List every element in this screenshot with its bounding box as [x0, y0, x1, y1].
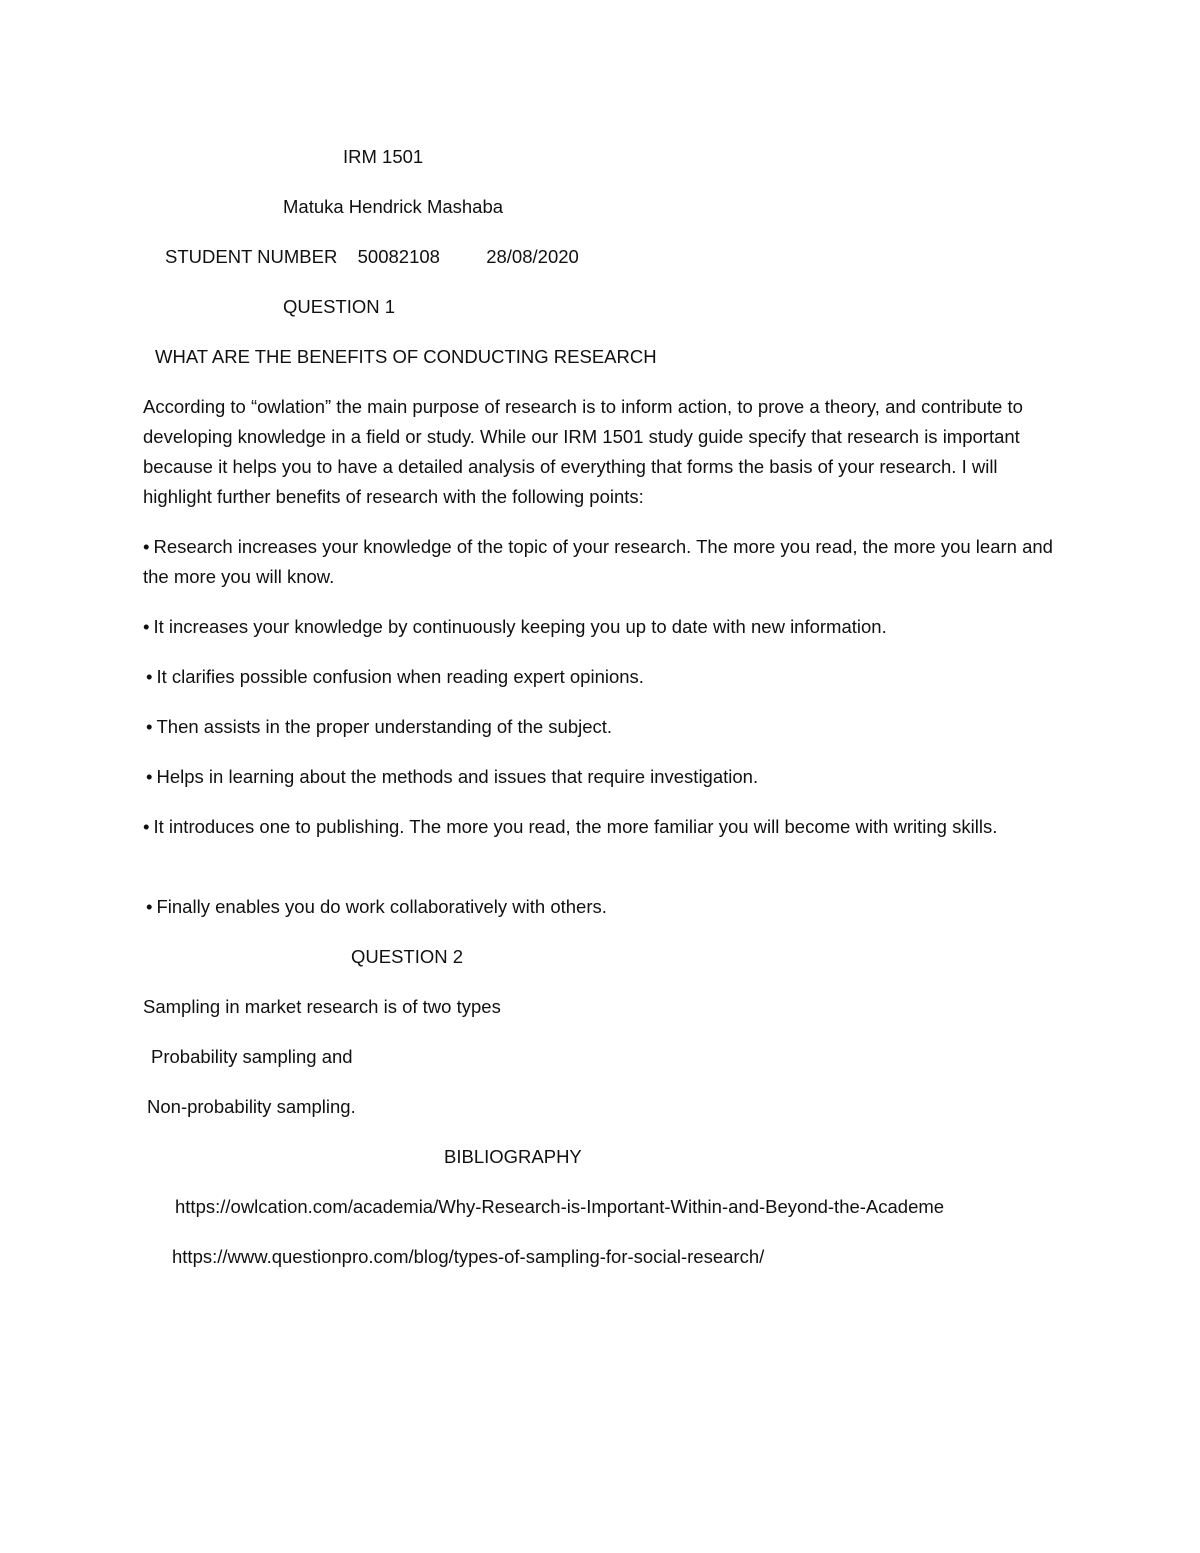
bullet-item — [143, 532, 1053, 592]
sampling-type: Probability sampling and — [151, 1046, 353, 1067]
bullet-item — [146, 712, 1056, 742]
question1-heading: QUESTION 1 — [283, 296, 396, 317]
bibliography-link[interactable]: https://owlcation.com/academia/Why-Research-is-Important-Within-and-Beyond-the-Academe — [175, 1196, 945, 1217]
submission-date: 28/08/2020 — [486, 246, 579, 267]
question2-heading: QUESTION 2 — [351, 946, 464, 967]
bullet-item — [143, 812, 1053, 842]
bullet-item — [146, 892, 1056, 922]
bullet-item — [146, 662, 1056, 692]
bullet-icon: • — [143, 616, 150, 637]
bullet-item — [146, 762, 1056, 792]
question2-intro: Sampling in market research is of two types — [143, 996, 501, 1017]
bullet-icon: • — [146, 666, 153, 687]
bullet-text: Research increases your knowledge of the topic of your research. The more you read, the more you learn and the more you will know. — [143, 536, 1053, 587]
bullet-item — [143, 612, 1053, 642]
bullet-text: It introduces one to publishing. The more you read, the more familiar you will become with writing skills. — [153, 816, 998, 837]
sampling-type: Non-probability sampling. — [147, 1096, 356, 1117]
student-number: 50082108 — [357, 246, 440, 267]
bullet-icon: • — [146, 896, 153, 917]
student-name: Matuka Hendrick Mashaba — [283, 196, 504, 217]
student-number-line — [165, 242, 579, 272]
bibliography-heading: BIBLIOGRAPHY — [444, 1146, 582, 1167]
bullet-text: It clarifies possible confusion when reading expert opinions. — [156, 666, 644, 687]
student-number-label: STUDENT NUMBER — [165, 246, 338, 267]
course-code: IRM 1501 — [343, 146, 424, 167]
question1-intro: According to “owlation” the main purpose of research is to inform action, to prove a theory, and contribute to developing knowledge in a field or study. While our IRM 1501 study guide specify that research is important because it helps you to have a detailed analysis of everything that forms the basis of your research. I will highlight further benefits of research with the following points: — [143, 396, 1023, 507]
bibliography-link[interactable]: https://www.questionpro.com/blog/types-of-sampling-for-social-research/ — [172, 1246, 765, 1267]
bullet-icon: • — [143, 536, 150, 557]
bullet-text: Then assists in the proper understanding of the subject. — [156, 716, 613, 737]
bullet-text: Helps in learning about the methods and issues that require investigation. — [156, 766, 759, 787]
bullet-icon: • — [146, 716, 153, 737]
bullet-icon: • — [146, 766, 153, 787]
question1-subheading: WHAT ARE THE BENEFITS OF CONDUCTING RESEARCH — [155, 346, 657, 367]
bullet-text: Finally enables you do work collaboratively with others. — [156, 896, 607, 917]
bullet-text: It increases your knowledge by continuously keeping you up to date with new information. — [153, 616, 887, 637]
bullet-icon: • — [143, 816, 150, 837]
